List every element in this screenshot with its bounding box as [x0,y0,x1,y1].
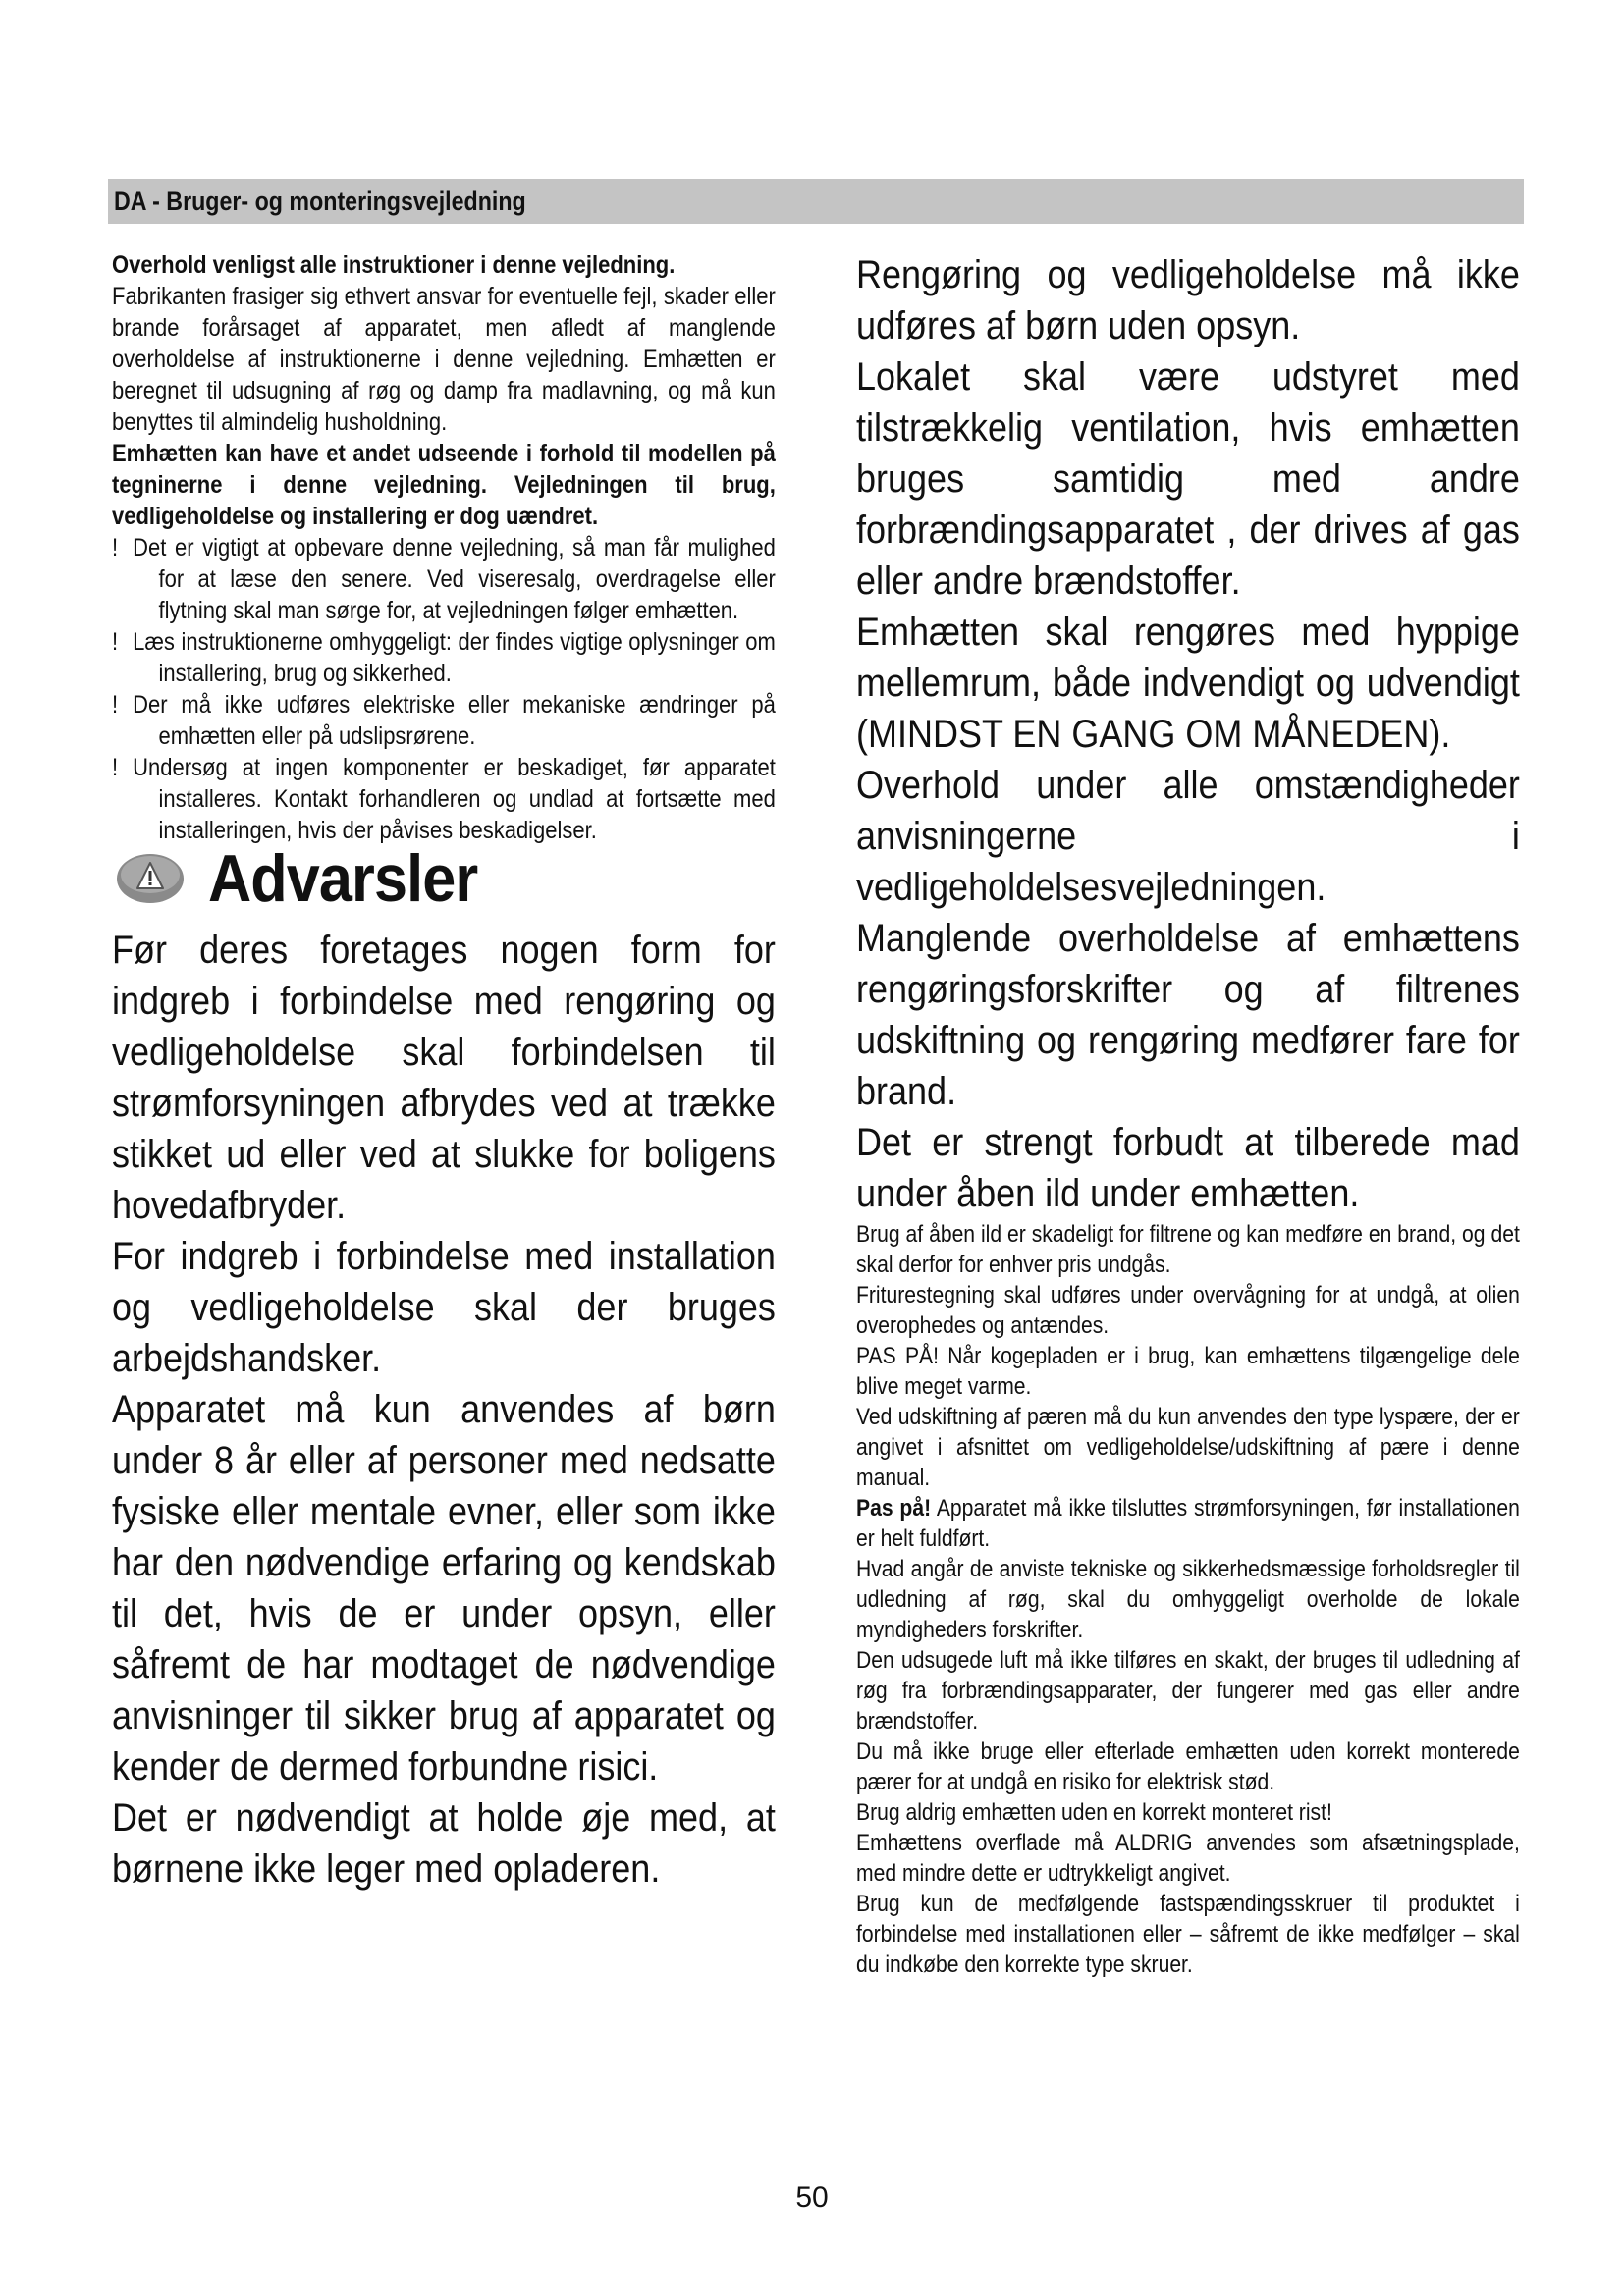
page-number: 50 [795,2181,829,2214]
right-small-paragraph: PAS PÅ! Når kogepladen er i brug, kan emhættens tilgængelige dele blive meget varme. [856,1343,1520,1400]
bullet-text: Det er vigtigt at opbevare denne vejledning, så man får mulighed for at læse den senere. Ved viseresalg, overdragelse eller flytning skal man sørge for, at vejledningen følger emhætten. [133,534,776,624]
bullet-item [112,626,776,689]
bullet-item [112,689,776,752]
right-small-paragraph: Brug af åben ild er skadeligt for filtrene og kan medføre en brand, og det skal derfor for enhver pris undgås. [856,1221,1520,1278]
right-small-paragraph: Den udsugede luft må ikke tilføres en skakt, der bruges til udledning af røg fra forbrændingsapparater, der fungerer med gas eller andre brændstoffer. [856,1647,1520,1735]
left-column [112,249,776,1895]
intro-block [112,249,776,846]
bullet-item [112,532,776,626]
right-small-paragraph: Brug kun de medfølgende fastspændingsskruer til produktet i forbindelse med installationen eller – såfremt de ikke medfølger – skal du indkøbe den korrekte type skruer. [856,1891,1520,1978]
right-small-paragraph: Hvad angår de anviste tekniske og sikkerhedsmæssige forholdsregler til udledning af røg, skal du omhyggeligt overholde de lokale myndigheders forskrifter. [856,1556,1520,1643]
right-small-paragraph: Du må ikke bruge eller efterlade emhætten uden korrekt monterede pærer for at undgå en risiko for elektrisk stød. [856,1738,1520,1795]
warning-paragraphs [112,925,776,1895]
warning-heading [112,838,776,919]
warning-paragraph: Det er nødvendigt at holde øje med, at børnene ikke leger med opladeren. [112,1796,776,1891]
bullet-text: Der må ikke udføres elektriske eller mekaniske ændringer på emhætten eller på udslipsrørene. [133,691,776,750]
intro-bold-2: Emhætten kan have et andet udseende i forhold til modellen på tegninerne i denne vejledning. Vejledningen til brug, vedligeholdelse og installering er dog uændret. [112,440,776,530]
bullet-text: Undersøg at ingen komponenter er beskadiget, før apparatet installeres. Kontakt forhandleren og undlad at fortsætte med installeringen, hvis der påvises beskadigelser. [133,754,776,844]
right-column [856,249,1520,1980]
right-small-paragraph: Brug aldrig emhætten uden en korrekt monteret rist! [856,1799,1332,1826]
bullet-mark: ! [112,754,119,781]
right-big-paragraphs [856,249,1520,1219]
warning-paragraph: For indgreb i forbindelse med installation og vedligeholdelse skal der bruges arbejdshandsker. [112,1235,776,1380]
right-big-paragraph: Det er strengt forbudt at tilberede mad under åben ild under emhætten. [856,1121,1520,1215]
intro-text: Fabrikanten frasiger sig ethvert ansvar for eventuelle fejl, skader eller brande forårsaget af apparatet, men afledt af manglende overholdelse af instruktionerne i denne vejledning. Emhætten er beregnet til udsugning af røg og damp fra madlavning, og må kun benyttes til almindelig husholdning. [112,283,776,436]
warning-title: Advarsler [208,841,478,916]
section-header-bar [108,179,1524,224]
warning-icon [116,853,185,904]
warning-paragraph: Apparatet må kun anvendes af børn under 8 år eller af personer med nedsatte fysiske eller mentale evner, eller som ikke har den nødvendige erfaring og kendskab til det, hvis de er under opsyn, eller såfremt de har modtaget de nødvendige anvisninger til sikker brug af apparatet og kender de dermed forbundne risici. [112,1388,776,1789]
right-small-paragraph: Emhættens overflade må ALDRIG anvendes som afsætningsplade, med mindre dette er udtrykkeligt angivet. [856,1830,1520,1887]
caution-label: Pas på! [856,1495,932,1522]
right-big-paragraph: Lokalet skal være udstyret med tilstrækkelig ventilation, hvis emhætten bruges samtidig med andre forbrændingsapparatet , der drives af gas eller andre brændstoffer. [856,355,1520,603]
right-small-paragraphs [856,1219,1520,1980]
intro-bold: Overhold venligst alle instruktioner i denne vejledning. [112,251,676,279]
bullet-mark: ! [112,628,119,656]
right-big-paragraph: Overhold under alle omstændigheder anvisningerne i vedligeholdelsesvejledningen. [856,764,1520,909]
section-header-title: DA - Bruger- og monteringsvejledning [114,187,526,216]
bullet-mark: ! [112,691,119,719]
bullet-item [112,752,776,846]
bullet-text: Læs instruktionerne omhyggeligt: der findes vigtige oplysninger om installering, brug og sikkerhed. [133,628,776,687]
caution-text: Apparatet må ikke tilsluttes strømforsyningen, før installationen er helt fuldført. [856,1495,1520,1552]
right-big-paragraph: Manglende overholdelse af emhættens rengøringsforskrifter og af filtrenes udskiftning og rengøring medfører fare for brand. [856,917,1520,1113]
caution-paragraph [856,1493,1520,1554]
warning-paragraph: Før deres foretages nogen form for indgreb i forbindelse med rengøring og vedligeholdelse skal forbindelsen til strømforsyningen afbrydes ved at trække stikket ud eller ved at slukke for boligens hovedafbryder. [112,929,776,1227]
right-big-paragraph: Rengøring og vedligeholdelse må ikke udføres af børn uden opsyn. [856,253,1520,347]
right-small-paragraph: Friturestegning skal udføres under overvågning for at undgå, at olien overophedes og antændes. [856,1282,1520,1339]
bullet-mark: ! [112,534,119,561]
right-small-paragraph: Ved udskiftning af pæren må du kun anvendes den type lyspære, der er angivet i afsnittet om vedligeholdelse/udskiftning af pære i denne manual. [856,1404,1520,1491]
right-big-paragraph: Emhætten skal rengøres med hyppige mellemrum, både indvendigt og udvendigt (MINDST EN GANG OM MÅNEDEN). [856,611,1520,756]
